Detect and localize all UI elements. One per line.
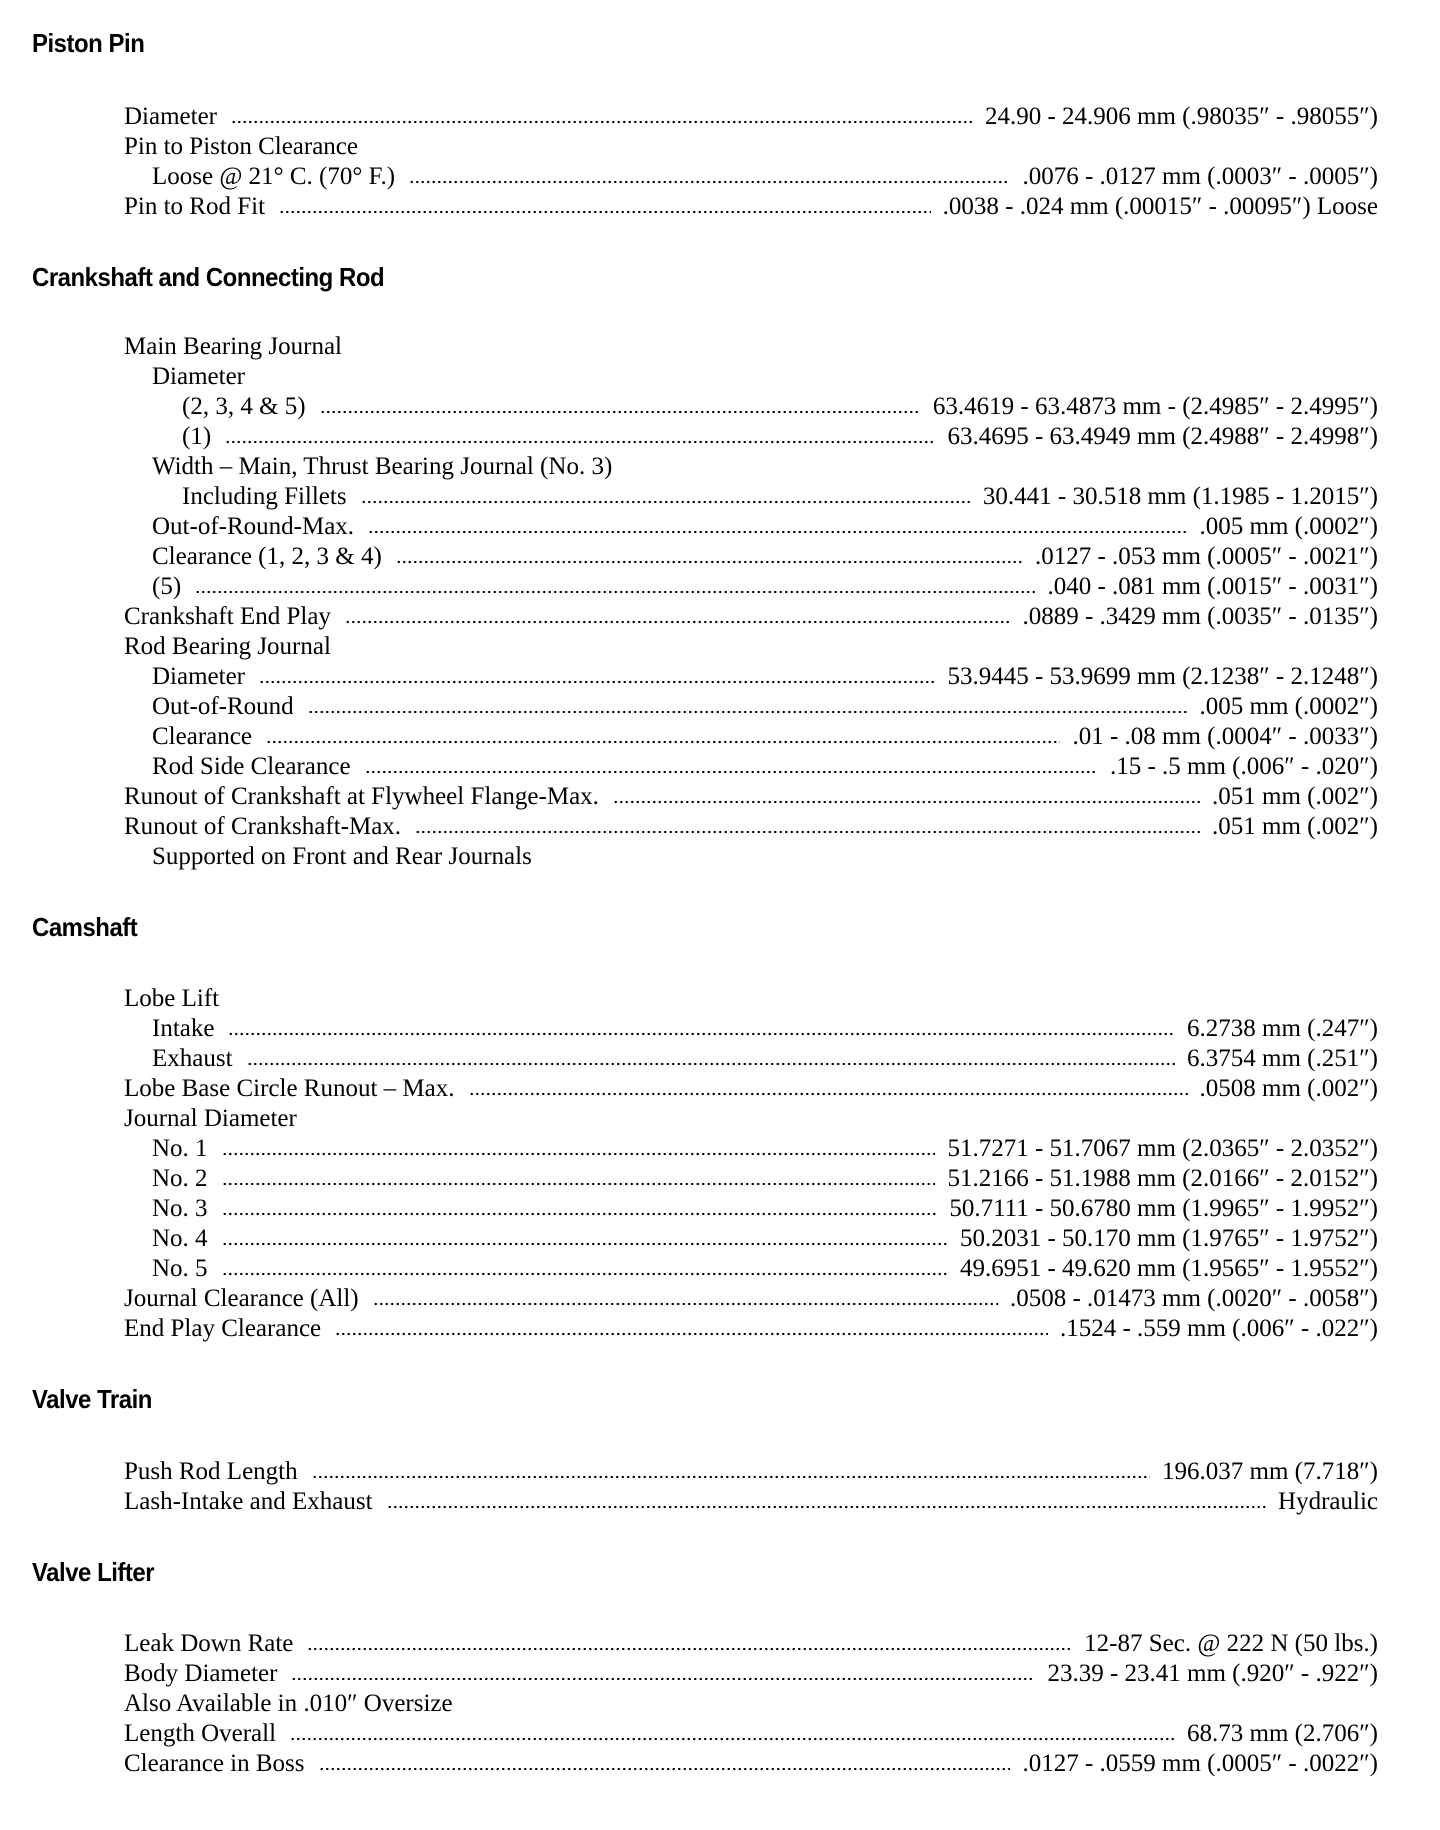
dot-leader	[613, 800, 1200, 804]
spec-row	[124, 812, 1378, 842]
spec-label: Clearance	[152, 723, 252, 750]
dot-leader	[228, 1032, 1175, 1036]
spec-row	[124, 132, 1378, 162]
spec-label: Diameter	[152, 663, 246, 690]
dot-leader	[279, 210, 931, 214]
dot-leader	[365, 770, 1098, 774]
spec-row	[124, 1749, 1378, 1779]
spec-value: 12-87 Sec. @ 222 N (50 lbs.)	[1084, 1630, 1378, 1657]
spec-row	[124, 602, 1378, 632]
spec-value: .005 mm (.0002″)	[1199, 693, 1378, 720]
spec-value: 196.037 mm (7.718″)	[1162, 1458, 1378, 1485]
spec-row	[124, 1457, 1378, 1487]
spec-label: Clearance (1, 2, 3 & 4)	[152, 543, 382, 570]
dot-leader	[308, 710, 1188, 714]
dot-leader	[231, 120, 973, 124]
spec-value: 24.90 - 24.906 mm (.98035″ - .98055″)	[984, 103, 1378, 130]
spec-label: Crankshaft End Play	[124, 603, 331, 630]
spec-label: Leak Down Rate	[124, 1630, 294, 1657]
section-heading: Valve Train	[32, 1384, 152, 1414]
spec-label: Lobe Base Circle Runout – Max.	[124, 1075, 455, 1102]
spec-value: .051 mm (.002″)	[1212, 813, 1378, 840]
spec-value: Hydraulic	[1278, 1488, 1378, 1515]
spec-value: .15 - .5 mm (.006″ - .020″)	[1109, 753, 1378, 780]
spec-row	[124, 1224, 1378, 1254]
spec-row	[124, 362, 1378, 392]
section-heading: Piston Pin	[32, 28, 145, 58]
spec-label: (1)	[182, 423, 212, 450]
spec-row	[124, 1044, 1378, 1074]
dot-leader	[266, 740, 1061, 744]
spec-row	[124, 1104, 1378, 1134]
spec-label: Journal Diameter	[124, 1105, 297, 1132]
spec-list	[124, 984, 1378, 1344]
spec-row	[124, 752, 1378, 782]
spec-label: Intake	[152, 1015, 215, 1042]
spec-row	[124, 452, 1378, 482]
spec-label: Push Rod Length	[124, 1458, 298, 1485]
dot-leader	[291, 1677, 1035, 1681]
spec-label: Including Fillets	[182, 483, 347, 510]
spec-row	[124, 1629, 1378, 1659]
spec-label: (5)	[152, 573, 182, 600]
spec-row	[124, 1254, 1378, 1284]
spec-value: .0076 - .0127 mm (.0003″ - .0005″)	[1022, 163, 1378, 190]
spec-value: 68.73 mm (2.706″)	[1187, 1720, 1378, 1747]
spec-label: Width – Main, Thrust Bearing Journal (No. 3)	[152, 453, 613, 480]
spec-row	[124, 572, 1378, 602]
dot-leader	[312, 1475, 1150, 1479]
spec-row	[124, 512, 1378, 542]
dot-leader	[222, 1242, 948, 1246]
spec-row	[124, 1284, 1378, 1314]
dot-leader	[415, 830, 1200, 834]
dot-leader	[225, 440, 935, 444]
spec-label: No. 2	[152, 1165, 208, 1192]
dot-leader	[335, 1332, 1048, 1336]
spec-value: .0508 mm (.002″)	[1199, 1075, 1378, 1102]
section-heading: Valve Lifter	[32, 1557, 155, 1587]
dot-leader	[307, 1647, 1072, 1651]
spec-label: (2, 3, 4 & 5)	[182, 393, 306, 420]
spec-row	[124, 722, 1378, 752]
spec-row	[124, 662, 1378, 692]
spec-row	[124, 1014, 1378, 1044]
spec-label: No. 3	[152, 1195, 208, 1222]
spec-value: 53.9445 - 53.9699 mm (2.1238″ - 2.1248″)	[947, 663, 1378, 690]
spec-row	[124, 632, 1378, 662]
spec-value: .01 - .08 mm (.0004″ - .0033″)	[1072, 723, 1378, 750]
spec-label: End Play Clearance	[124, 1315, 322, 1342]
section-heading: Camshaft	[32, 912, 138, 942]
section-heading: Crankshaft and Connecting Rod	[32, 262, 385, 292]
dot-leader	[195, 590, 1035, 594]
spec-label: Journal Clearance (All)	[124, 1285, 359, 1312]
dot-leader	[387, 1505, 1267, 1509]
spec-label: Rod Side Clearance	[152, 753, 351, 780]
spec-label: Also Available in .010″ Oversize	[124, 1690, 453, 1717]
spec-value: .0508 - .01473 mm (.0020″ - .0058″)	[1009, 1285, 1378, 1312]
spec-label: Pin to Piston Clearance	[124, 133, 358, 160]
spec-row	[124, 692, 1378, 722]
spec-value: .051 mm (.002″)	[1212, 783, 1378, 810]
spec-list	[124, 1629, 1378, 1779]
spec-label: No. 4	[152, 1225, 208, 1252]
spec-value: 6.2738 mm (.247″)	[1187, 1015, 1378, 1042]
spec-value: .005 mm (.0002″)	[1199, 513, 1378, 540]
spec-label: Clearance in Boss	[124, 1750, 305, 1777]
spec-row	[124, 542, 1378, 572]
spec-row	[124, 1194, 1378, 1224]
spec-label: Pin to Rod Fit	[124, 193, 266, 220]
spec-row	[124, 1689, 1378, 1719]
spec-label: Length Overall	[124, 1720, 277, 1747]
spec-label: Supported on Front and Rear Journals	[152, 843, 532, 870]
spec-value: .1524 - .559 mm (.006″ - .022″)	[1059, 1315, 1378, 1342]
spec-value: .0127 - .053 mm (.0005″ - .0021″)	[1034, 543, 1378, 570]
spec-value: .040 - .081 mm (.0015″ - .0031″)	[1047, 573, 1378, 600]
spec-row	[124, 842, 1378, 872]
spec-label: Diameter	[124, 103, 218, 130]
spec-list	[124, 332, 1378, 872]
spec-label: No. 5	[152, 1255, 208, 1282]
dot-leader	[319, 1767, 1011, 1771]
spec-row	[124, 1074, 1378, 1104]
spec-label: Lobe Lift	[124, 985, 220, 1012]
spec-label: Out-of-Round	[152, 693, 294, 720]
dot-leader	[247, 1062, 1175, 1066]
spec-label: Body Diameter	[124, 1660, 278, 1687]
spec-label: Main Bearing Journal	[124, 333, 343, 360]
spec-row	[124, 332, 1378, 362]
dot-leader	[409, 180, 1010, 184]
spec-value: 51.7271 - 51.7067 mm (2.0365″ - 2.0352″)	[947, 1135, 1378, 1162]
spec-row	[124, 1659, 1378, 1689]
spec-label: Runout of Crankshaft-Max.	[124, 813, 402, 840]
spec-value: 51.2166 - 51.1988 mm (2.0166″ - 2.0152″)	[947, 1165, 1378, 1192]
spec-row	[124, 782, 1378, 812]
spec-row	[124, 1314, 1378, 1344]
dot-leader	[469, 1092, 1188, 1096]
spec-row	[124, 1719, 1378, 1749]
dot-leader	[396, 560, 1023, 564]
spec-value: .0889 - .3429 mm (.0035″ - .0135″)	[1022, 603, 1378, 630]
spec-label: Diameter	[152, 363, 246, 390]
spec-row	[124, 392, 1378, 422]
spec-value: 49.6951 - 49.620 mm (1.9565″ - 1.9552″)	[959, 1255, 1378, 1282]
spec-label: Runout of Crankshaft at Flywheel Flange-Max.	[124, 783, 599, 810]
spec-value: .0038 - .024 mm (.00015″ - .00095″) Loose	[942, 193, 1378, 220]
spec-value: 6.3754 mm (.251″)	[1187, 1045, 1378, 1072]
dot-leader	[290, 1737, 1175, 1741]
dot-leader	[320, 410, 921, 414]
spec-label: Out-of-Round-Max.	[152, 513, 355, 540]
spec-value: 63.4695 - 63.4949 mm (2.4988″ - 2.4998″)	[947, 423, 1378, 450]
dot-leader	[373, 1302, 998, 1306]
spec-row	[124, 1134, 1378, 1164]
spec-row	[124, 984, 1378, 1014]
spec-list	[124, 102, 1378, 222]
spec-label: Loose @ 21° C. (70° F.)	[152, 163, 396, 190]
dot-leader	[345, 620, 1011, 624]
spec-label: Exhaust	[152, 1045, 233, 1072]
spec-value: 30.441 - 30.518 mm (1.1985 - 1.2015″)	[982, 483, 1378, 510]
spec-value: 23.39 - 23.41 mm (.920″ - .922″)	[1047, 1660, 1378, 1687]
spec-value: 50.2031 - 50.170 mm (1.9765″ - 1.9752″)	[959, 1225, 1378, 1252]
spec-row	[124, 1487, 1378, 1517]
dot-leader	[361, 500, 971, 504]
spec-value: .0127 - .0559 mm (.0005″ - .0022″)	[1022, 1750, 1378, 1777]
spec-label: Lash-Intake and Exhaust	[124, 1488, 373, 1515]
spec-value: 63.4619 - 63.4873 mm - (2.4985″ - 2.4995″)	[932, 393, 1378, 420]
spec-label: No. 1	[152, 1135, 208, 1162]
dot-leader	[259, 680, 935, 684]
dot-leader	[368, 530, 1187, 534]
spec-row	[124, 162, 1378, 192]
spec-row	[124, 192, 1378, 222]
spec-row	[124, 482, 1378, 512]
spec-row	[124, 102, 1378, 132]
spec-list	[124, 1457, 1378, 1517]
dot-leader	[222, 1182, 936, 1186]
dot-leader	[222, 1152, 936, 1156]
dot-leader	[222, 1272, 948, 1276]
spec-label: Rod Bearing Journal	[124, 633, 331, 660]
spec-row	[124, 422, 1378, 452]
spec-value: 50.7111 - 50.6780 mm (1.9965″ - 1.9952″)	[949, 1195, 1378, 1222]
spec-row	[124, 1164, 1378, 1194]
dot-leader	[222, 1212, 938, 1216]
